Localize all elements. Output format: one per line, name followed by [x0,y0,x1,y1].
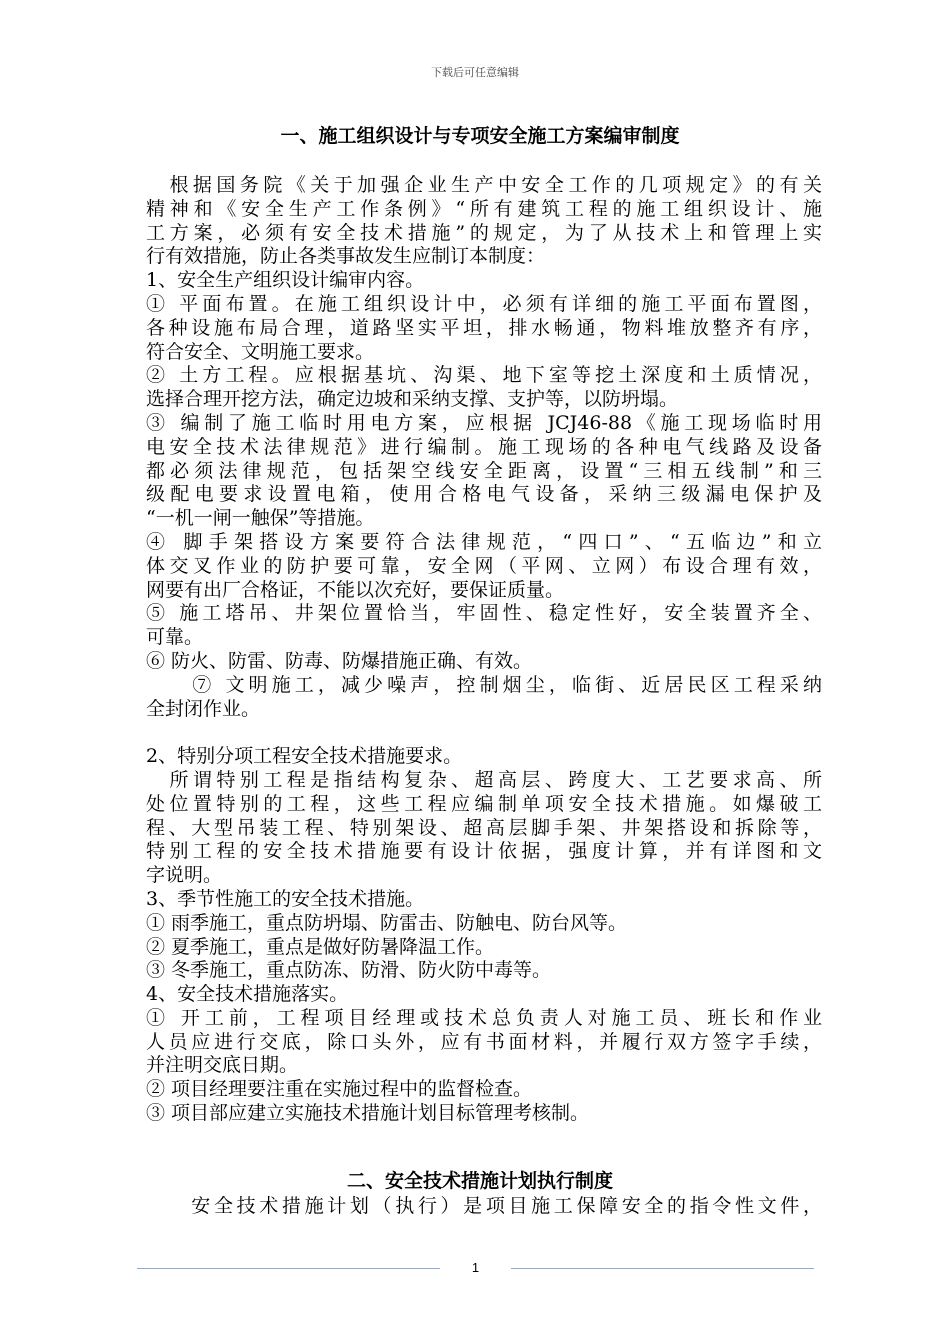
footer-rule-left [137,1268,440,1269]
body-line: 全封闭作业。 [146,697,261,720]
page-header-note: 下载后可任意编辑 [431,66,519,79]
body-line: 并注明交底日期。 [146,1054,299,1077]
body-line: 3、季节性施工的安全技术措施。 [146,887,425,910]
body-line: 体交叉作业的防护要可靠，安全网（平网、立网）布设合理有效， [146,554,822,577]
document-body [146,174,822,1126]
body-line: 1、安全生产组织设计编审内容。 [146,269,425,292]
body-line: ③ 冬季施工，重点防冻、防滑、防火防中毒等。 [146,959,552,982]
body-line: ⑥ 防火、防雷、防毒、防爆措施正确、有效。 [146,649,533,672]
body-line: ② 夏季施工，重点是做好防暑降温工作。 [146,935,495,958]
body-line: ⑦ 文明施工，减少噪声，控制烟尘，临街、近居民区工程采纳 [146,673,822,696]
body-line: 可靠。 [146,626,204,649]
body-line: ① 开工前，工程项目经理或技术总负责人对施工员、班长和作业 [146,1006,822,1029]
body-line: 4、安全技术措施落实。 [146,983,349,1006]
page-number: 1 [471,1260,480,1275]
body-line: 人员应进行交底，除口头外，应有书面材料，并履行双方签字手续， [146,1030,822,1053]
body-line: 工方案，必须有安全技术措施”的规定，为了从技术上和管理上实 [146,221,822,244]
section-2-first-line: 安全技术措施计划（执行）是项目施工保障安全的指令性文件， [146,1195,822,1217]
body-line: 特别工程的安全技术措施要有设计依据，强度计算，并有详图和文 [146,840,822,863]
body-line: ② 土方工程。应根据基坑、沟渠、地下室等挖土深度和土质情况， [146,364,822,387]
body-line: 各种设施布局合理，道路坚实平坦，排水畅通，物料堆放整齐有序， [146,316,822,339]
body-line: 字说明。 [146,864,223,887]
body-line: 选择合理开挖方法，确定边坡和采纳支撑、支护等，以防坍塌。 [146,388,679,411]
body-line: ⑤ 施工塔吊、井架位置恰当，牢固性、稳定性好，安全装置齐全、 [146,602,822,625]
body-line: 网要有出厂合格证，不能以次充好，要保证质量。 [146,578,565,601]
body-line: ③ 项目部应建立实施技术措施计划目标管理考核制。 [146,1102,590,1125]
body-line: “一机一闸一触保”等措施。 [146,507,375,530]
body-line: 行有效措施，防止各类事故发生应制订本制度： [146,245,546,268]
body-line: 符合安全、文明施工要求。 [146,340,375,363]
body-line: ③ 编制了施工临时用电方案，应根据 JCJ46-88《施工现场临时用 [146,411,822,434]
body-line: 2、特别分项工程安全技术措施要求。 [146,745,463,768]
body-line: 都必须法律规范，包括架空线安全距离，设置“三相五线制”和三 [146,459,822,482]
body-line: 级配电要求设置电箱，使用合格电气设备，采纳三级漏电保护及 [146,483,822,506]
body-line: ④ 脚手架搭设方案要符合法律规范，“四口”、“五临边”和立 [146,530,822,553]
body-line: ② 项目经理要注重在实施过程中的监督检查。 [146,1078,533,1101]
body-line: 程、大型吊装工程、特别架设、超高层脚手架、井架搭设和拆除等， [146,816,822,839]
body-line: 精神和《安全生产工作条例》“所有建筑工程的施工组织设计、施 [146,197,822,220]
section-2-title: 二、安全技术措施计划执行制度 [346,1170,613,1192]
body-line: 电安全技术法律规范》进行编制。施工现场的各种电气线路及设备 [146,435,822,458]
section-1-title: 一、施工组织设计与专项安全施工方案编审制度 [280,125,680,147]
blank-line [146,721,822,745]
body-line: 处位置特别的工程，这些工程应编制单项安全技术措施。如爆破工 [146,792,822,815]
body-line: 根据国务院《关于加强企业生产中安全工作的几项规定》的有关 [146,174,822,196]
footer-rule-right [511,1268,814,1269]
body-line: ① 雨季施工，重点防坍塌、防雷击、防触电、防台风等。 [146,911,628,934]
body-line: 所谓特别工程是指结构复杂、超高层、跨度大、工艺要求高、所 [146,768,822,791]
body-line: ① 平面布置。在施工组织设计中，必须有详细的施工平面布置图， [146,292,822,315]
